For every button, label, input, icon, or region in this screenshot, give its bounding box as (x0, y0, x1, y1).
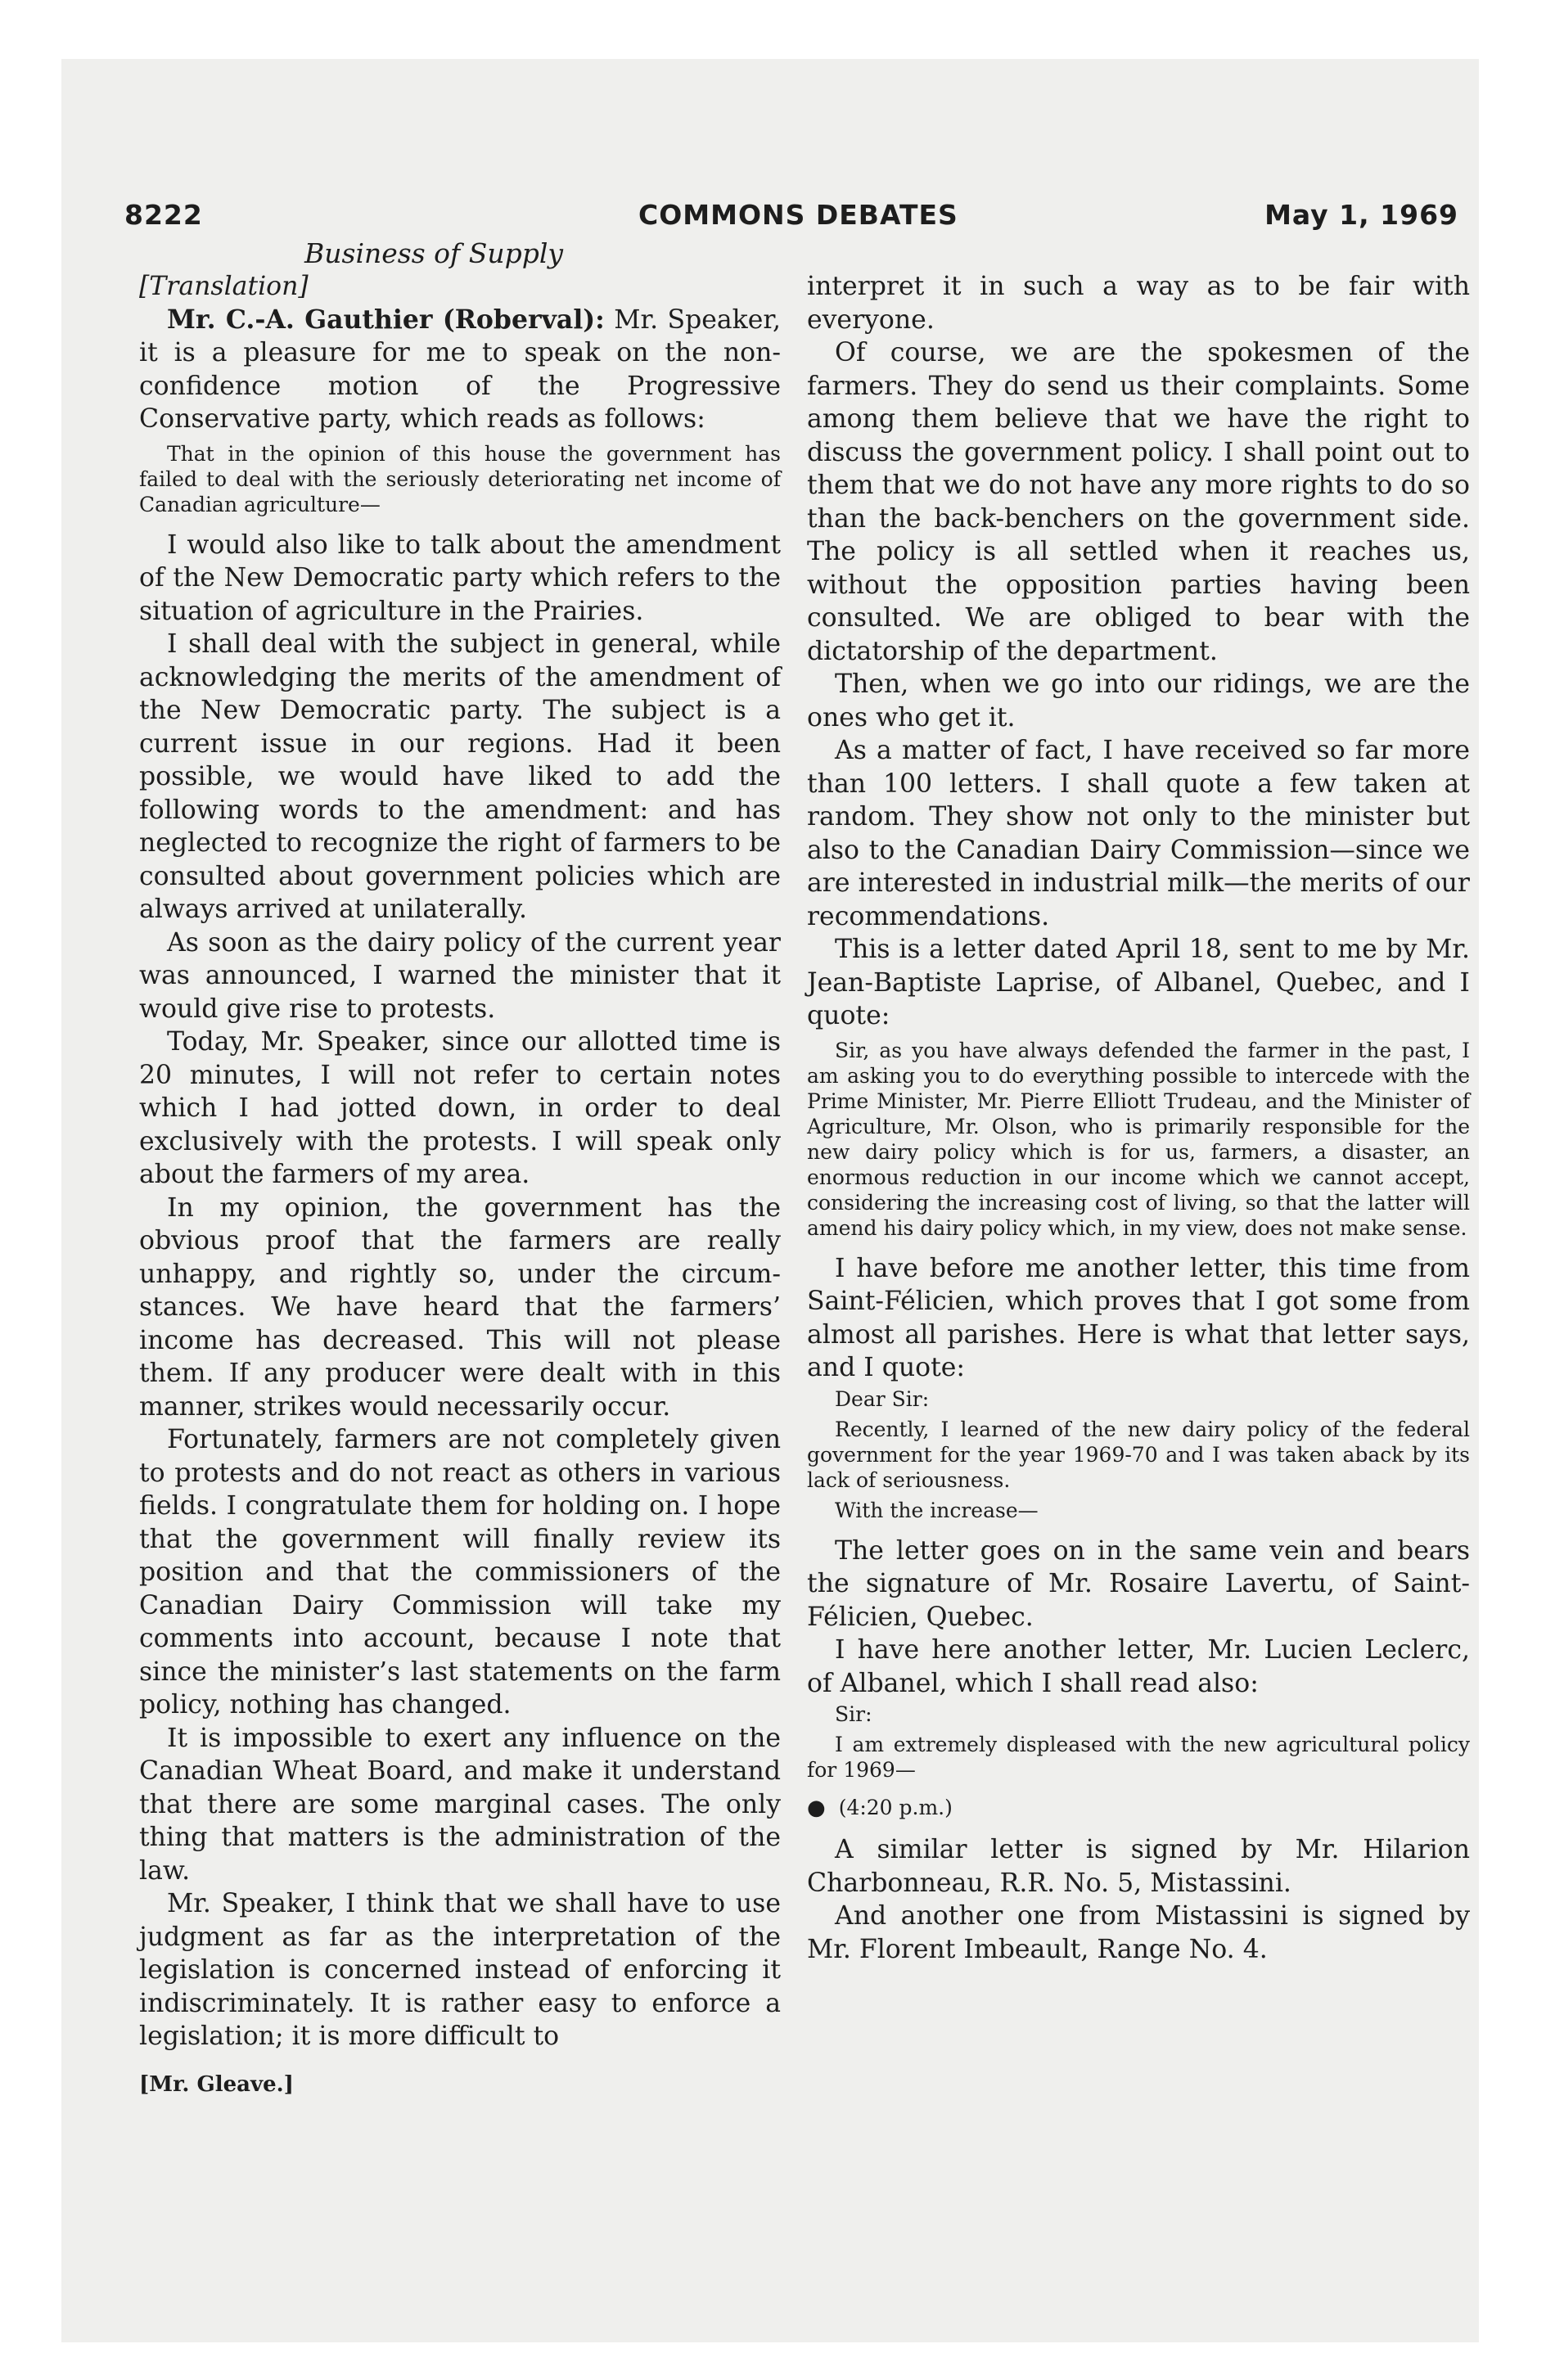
left-column (139, 270, 781, 2101)
speaker-name: Mr. C.-A. Gauthier (Roberval): (167, 304, 605, 335)
letter-salutation: Dear Sir: (835, 1386, 930, 1411)
quoted-letter-end: With the increase— (835, 1498, 1039, 1522)
paragraph: In my opinion, the government has the obvious proof that the farmers are really unhappy, and rightly so, under the circumstances. We have heard that the farmers’ income has decreased. This will not please them. If any producer were dealt with in this manner, strikes would necessarily occur. (139, 1192, 781, 1422)
paragraph: As soon as the dairy policy of the current year was announced, I warned the minister that it would give rise to protests. (139, 927, 781, 1024)
paragraph: I have before me another letter, this time from Saint-Félicien, which proves that I got some from almost all parishes. Here is what that letter says, and I quote: (807, 1253, 1470, 1382)
speaker-footer-note: [Mr. Gleave.] (139, 2071, 294, 2097)
paragraph: Mr. Speaker, I think that we shall have to use judgment as far as the interpretation of the legislation is concerned instead of enforcing it indiscriminately. It is rather easy to enforce a legislation; it is more difficult to (139, 1889, 781, 2051)
letter-salutation: Sir: (835, 1702, 872, 1726)
paragraph-text: Mr. Speaker, it is a pleasure for me to speak on the non-confidence motion of the Progressive Conservative party, which reads as follows: (139, 304, 781, 434)
publication-title: COMMONS DEBATES (638, 199, 958, 231)
quoted-letter: I am extremely displeased with the new agricultural policy for 1969— (807, 1733, 1470, 1782)
paragraph (139, 304, 781, 436)
paragraph: Then, when we go into our ridings, we are the ones who get it. (807, 669, 1470, 732)
paragraph: Of course, we are the spokesmen of the farmers. They do send us their complaints. Some among them believe that we have the right to discuss the government policy. I shall point out to them that we do not have any more rights to do so than the back-benchers on the government side. The policy is all settled when it reaches us, without the opposition parties having been consulted. We are obliged to bear with the dictatorship of the department. (807, 338, 1470, 666)
paragraph: As a matter of fact, I have received so far more than 100 letters. I shall quote a few taken at random. They show not only to the minister but also to the Canadian Dairy Commission—since we are interested in industrial milk—the merits of our recommendations. (807, 736, 1470, 931)
paragraph: I have here another letter, Mr. Lucien Leclerc, of Albanel, which I shall read also: (807, 1635, 1470, 1698)
paragraph: interpret it in such a way as to be fair with everyone. (807, 272, 1470, 335)
paragraph: I shall deal with the subject in general, while acknowledging the merits of the amendment of the New Democratic party. The subject is a current issue in our regions. Had it been possible, we would have liked to add the following words to the amendment: and has neglected to recognize the right of farmers to be consulted about government policies which are always arrived at unilaterally. (139, 629, 781, 924)
paragraph: A similar letter is signed by Mr. Hilarion Charbonneau, R.R. No. 5, Mistassini. (807, 1835, 1470, 1898)
paragraph: Today, Mr. Speaker, since our allotted time is 20 minutes, I will not refer to certain notes which I had jotted down, in order to deal exclusively with the protests. I will speak only about the farmers of my area. (139, 1027, 781, 1189)
time-stamp: (4:20 p.m.) (838, 1796, 953, 1819)
publication-date: May 1, 1969 (1264, 199, 1458, 231)
time-marker (807, 1794, 1470, 1822)
bullet-icon: ● (807, 1796, 826, 1820)
paragraph: It is impossible to exert any influence on the Canadian Wheat Board, and make it understand that there are some marginal cases. The only thing that matters is the administration of the law. (139, 1723, 781, 1886)
quoted-letter: Sir, as you have always defended the farmer in the past, I am asking you to do everything possible to intercede with the Prime Minister, Mr. Pierre Elliott Trudeau, and the Minister of Agriculture, Mr. Olson, who is primarily responsible for the new dairy policy which is for us, farmers, a disaster, an enormous reduction in our income which we cannot accept, considering the increasing cost of living, so that the latter will amend his dairy policy which, in my view, does not make sense. (807, 1038, 1470, 1240)
paragraph: Fortunately, farmers are not completely given to protests and do not react as others in various fields. I congratulate them for holding on. I hope that the government will finally review its position and that the commissioners of the Canadian Dairy Commission will take my comments into account, because I note that since the minister’s last statements on the farm policy, nothing has changed. (139, 1425, 781, 1720)
page-number: 8222 (124, 199, 203, 231)
right-column (807, 270, 1470, 1966)
paragraph: The letter goes on in the same vein and bears the signature of Mr. Rosaire Lavertu, of Saint-Félicien, Quebec. (807, 1535, 1470, 1632)
translation-label: [Translation] (139, 272, 309, 301)
quoted-letter: Recently, I learned of the new dairy policy of the federal government for the year 1969-70 and I was taken aback by its lack of seriousness. (807, 1417, 1470, 1492)
section-heading: Business of Supply (304, 237, 564, 269)
paragraph: I would also like to talk about the amendment of the New Democratic party which refers to the situation of agriculture in the Prairies. (139, 530, 781, 626)
paragraph: This is a letter dated April 18, sent to me by Mr. Jean-Baptiste Laprise, of Albanel, Quebec, and I quote: (807, 935, 1470, 1030)
paragraph: And another one from Mistassini is signed by Mr. Florent Imbeault, Range No. 4. (807, 1901, 1470, 1964)
quoted-motion: That in the opinion of this house the government has failed to deal with the seriously deteriorating net income of Canadian agriculture— (139, 441, 781, 516)
running-header (124, 199, 1458, 240)
